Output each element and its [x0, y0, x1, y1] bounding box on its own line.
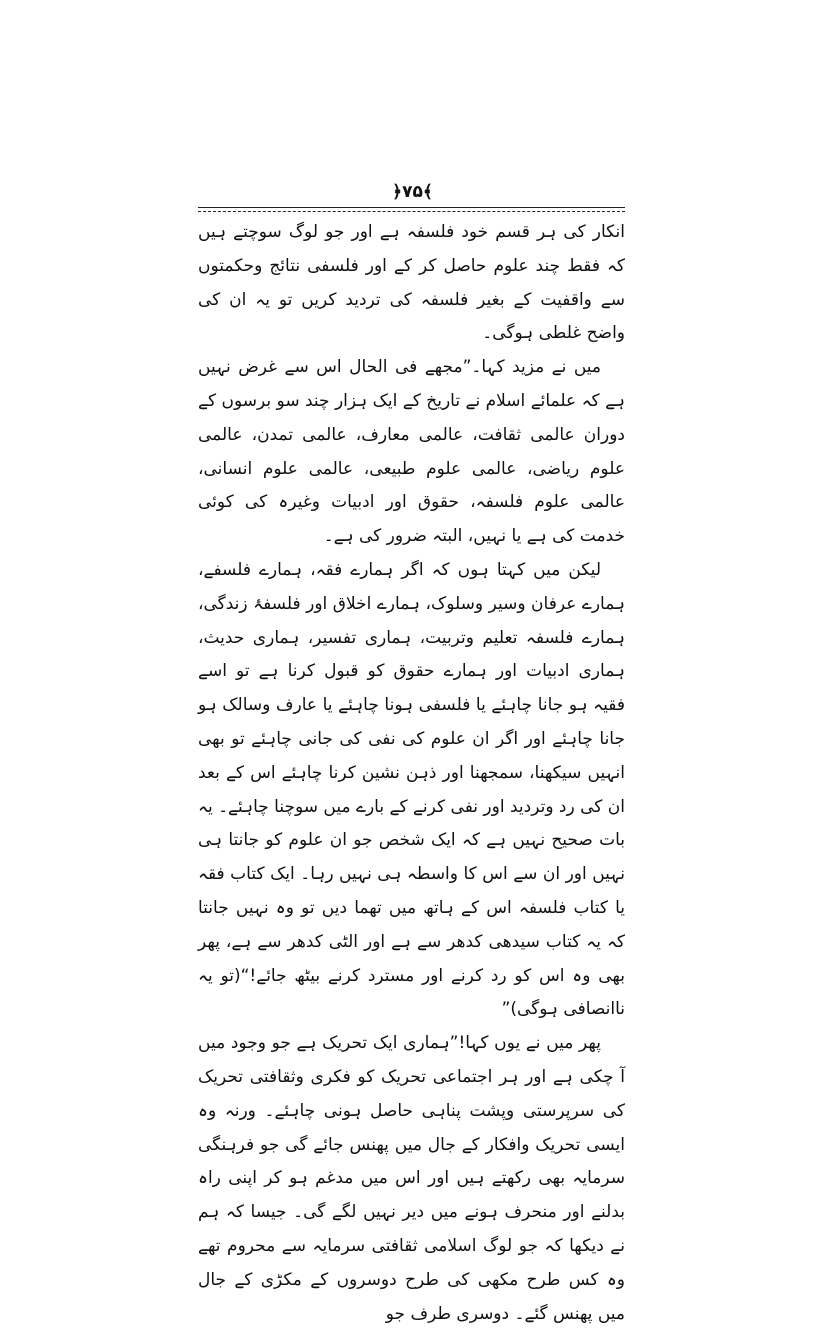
page-text — [198, 216, 625, 1331]
paragraph-4: پھر میں نے یوں کہا!”ہماری ایک تحریک ہے جو وجود میں آ چکی ہے اور ہر اجتماعی تحریک کو فکری وثقافتی تحریک کی سرپرستی وپشت پناہی حاصل ہونی چاہئے۔ ورنہ وہ ایسی تحریک وافکار کے جال میں پھنس جائے گی جو فرہنگی سرمایہ بھی رکھتے ہیں اور اس میں مدغم ہو کر اپنی راہ بدلنے اور منحرف ہونے میں دیر نہیں لگے گی۔ جیسا کہ ہم نے دیکھا کہ جو لوگ اسلامی ثقافتی سرمایہ سے محروم تھے وہ کس طرح مکھی کی طرح دوسروں کے مکڑی کے جال میں پھنس گئے۔ دوسری طرف جو — [198, 1033, 625, 1324]
header-divider — [198, 207, 625, 212]
paragraph-1: انکار کی ہر قسم خود فلسفہ ہے اور جو لوگ سوچتے ہیں کہ فقط چند علوم حاصل کر کے اور فلسفی نتائج وحکمتوں سے واقفیت کے بغیر فلسفہ کی تردید کریں تو یہ ان کی واضح غلطی ہوگی۔ — [198, 222, 625, 344]
paragraph-3: لیکن میں کہتا ہوں کہ اگر ہمارے فقہ، ہمارے فلسفے، ہمارے عرفان وسیر وسلوک، ہمارے اخلاق اور فلسفۂ زندگی، ہمارے فلسفہ تعلیم وتربیت، ہماری تفسیر، ہماری حدیث، ہماری ادبیات اور ہمارے حقوق کو قبول کرنا ہے تو اسے فقیہ ہو جانا چاہئے یا فلسفی ہونا چاہئے یا عارف وسالک ہو جانا چاہئے اور اگر ان علوم کی نفی کی جانی چاہئے تو بھی انہیں سیکھنا، سمجھنا اور ذہن نشین کرنا چاہئے اس کے بعد ان کی رد وتردید اور نفی کرنے کے بارے میں سوچنا چاہئے۔ یہ بات صحیح نہیں ہے کہ ایک شخص جو ان علوم کو جانتا ہی نہیں اور ان سے اس کا واسطہ ہی نہیں رہا۔ ایک کتاب فقہ یا کتاب فلسفہ اس کے ہاتھ میں تھما دیں تو وہ نہیں جانتا کہ یہ کتاب سیدھی کدھر سے ہے اور الٹی کدھر سے ہے، پھر بھی وہ اس کو رد کرنے اور مسترد کرنے بیٹھ جائے!“(تو یہ ناانصافی ہوگی)” — [197, 559, 625, 1020]
page-number: ﴿۷۵﴾ — [392, 182, 433, 202]
paragraph-2: میں نے مزید کہا۔”مجھے فی الحال اس سے غرض نہیں ہے کہ علمائے اسلام نے تاریخ کے ایک ہزار چند سو برسوں کے دوران عالمی ثقافت، عالمی معارف، عالمی تمدن، عالمی علوم ریاضی، عالمی علوم طبیعی، عالمی علوم انسانی، عالمی علوم فلسفہ، حقوق اور ادبیات وغیرہ کی کوئی خدمت کی ہے یا نہیں، البتہ ضرور کی ہے۔ — [198, 357, 625, 547]
